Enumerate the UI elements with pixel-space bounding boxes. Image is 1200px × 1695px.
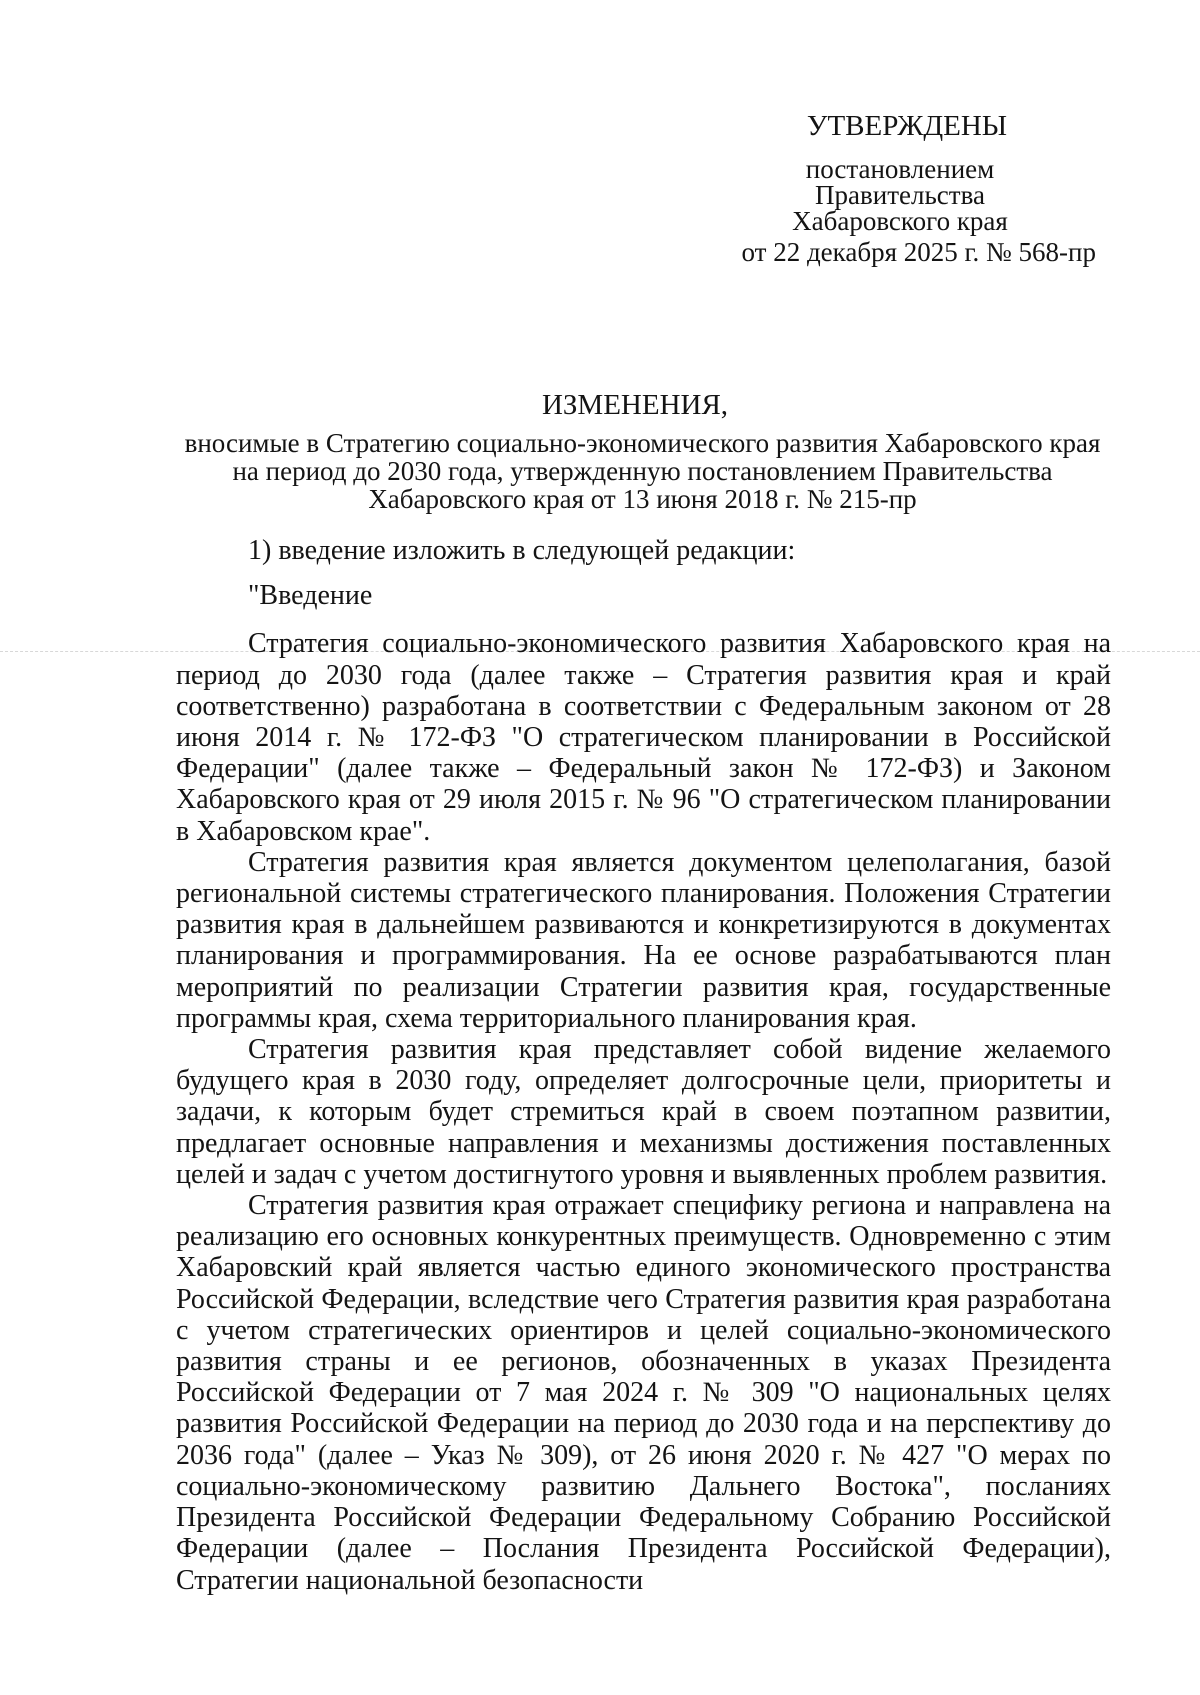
approval-title: УТВЕРЖДЕНЫ	[806, 110, 1008, 142]
approval-line-1: постановлением	[805, 154, 995, 184]
approval-line-2: Правительства	[815, 180, 985, 210]
approval-decree: от 22 декабря 2025 г. № 568-пр	[741, 237, 1096, 267]
approval-block	[720, 108, 1096, 267]
paragraph: Стратегия развития края представляет собой видение желаемого будущего края в 2030 году, определяет долгосрочные цели, приоритеты и задачи, к которым будет стремиться край в своем поэтапном развитии, предлагает основные направления и механизмы достижения поставленных целей и задач с учетом достигнутого уровня и выявленных проблем развития.	[176, 1034, 1111, 1190]
paragraph: Стратегия социально-экономического развития Хабаровского края на период до 2030 года (далее также – Стратегия развития края и край соответственно) разработана в соответствии с Федеральным законом от 28 июня 2014 г. № 172-ФЗ "О стратегическом планировании в Российской Федерации" (далее также – Федеральный закон № 172-ФЗ) и Законом Хабаровского края от 29 июля 2015 г. № 96 "О стратегическом планировании в Хабаровском крае".	[176, 628, 1111, 847]
amendment-item-1: 1) введение изложить в следующей редакции:	[248, 535, 796, 566]
section-title: "Введение	[248, 580, 373, 612]
approval-line-3: Хабаровского края	[792, 206, 1008, 236]
document-title: ИЗМЕНЕНИЯ,	[541, 389, 729, 421]
document-body	[176, 535, 1111, 1596]
paragraph: Стратегия развития края отражает специфику региона и направлена на реализацию его основных конкурентных преимуществ. Одновременно с этим Хабаровский край является частью единого экономического пространства Российской Федерации, вследствие чего Стратегия развития края разработана с учетом стратегических ориентиров и целей социально-экономического развития страны и ее регионов, обозначенных в указах Президента Российской Федерации от 7 мая 2024 г. № 309 "О национальных целях развития Российской Федерации на период до 2030 года и на перспективу до 2036 года" (далее – Указ № 309), от 26 июня 2020 г. № 427 "О мерах по социально-экономическому развитию Дальнего Востока", посланиях Президента Российской Федерации Федеральному Собранию Российской Федерации (далее – Послания Президента Российской Федерации), Стратегии национальной безопасности	[176, 1190, 1111, 1596]
paragraph: Стратегия развития края является документом целеполагания, базой региональной системы стратегического планирования. Положения Стратегии развития края в дальнейшем развиваются и конкретизируются в документах планирования и программирования. На ее основе разрабатываются план мероприятий по реализации Стратегии развития края, государственные программы края, схема территориального планирования края.	[176, 846, 1111, 1034]
document-subtitle: вносимые в Стратегию социально-экономического развития Хабаровского края на период до 2030 года, утвержденную постановлением Правительства Хабаровского края от 13 июня 2018 г. № 215-пр	[184, 428, 1101, 514]
